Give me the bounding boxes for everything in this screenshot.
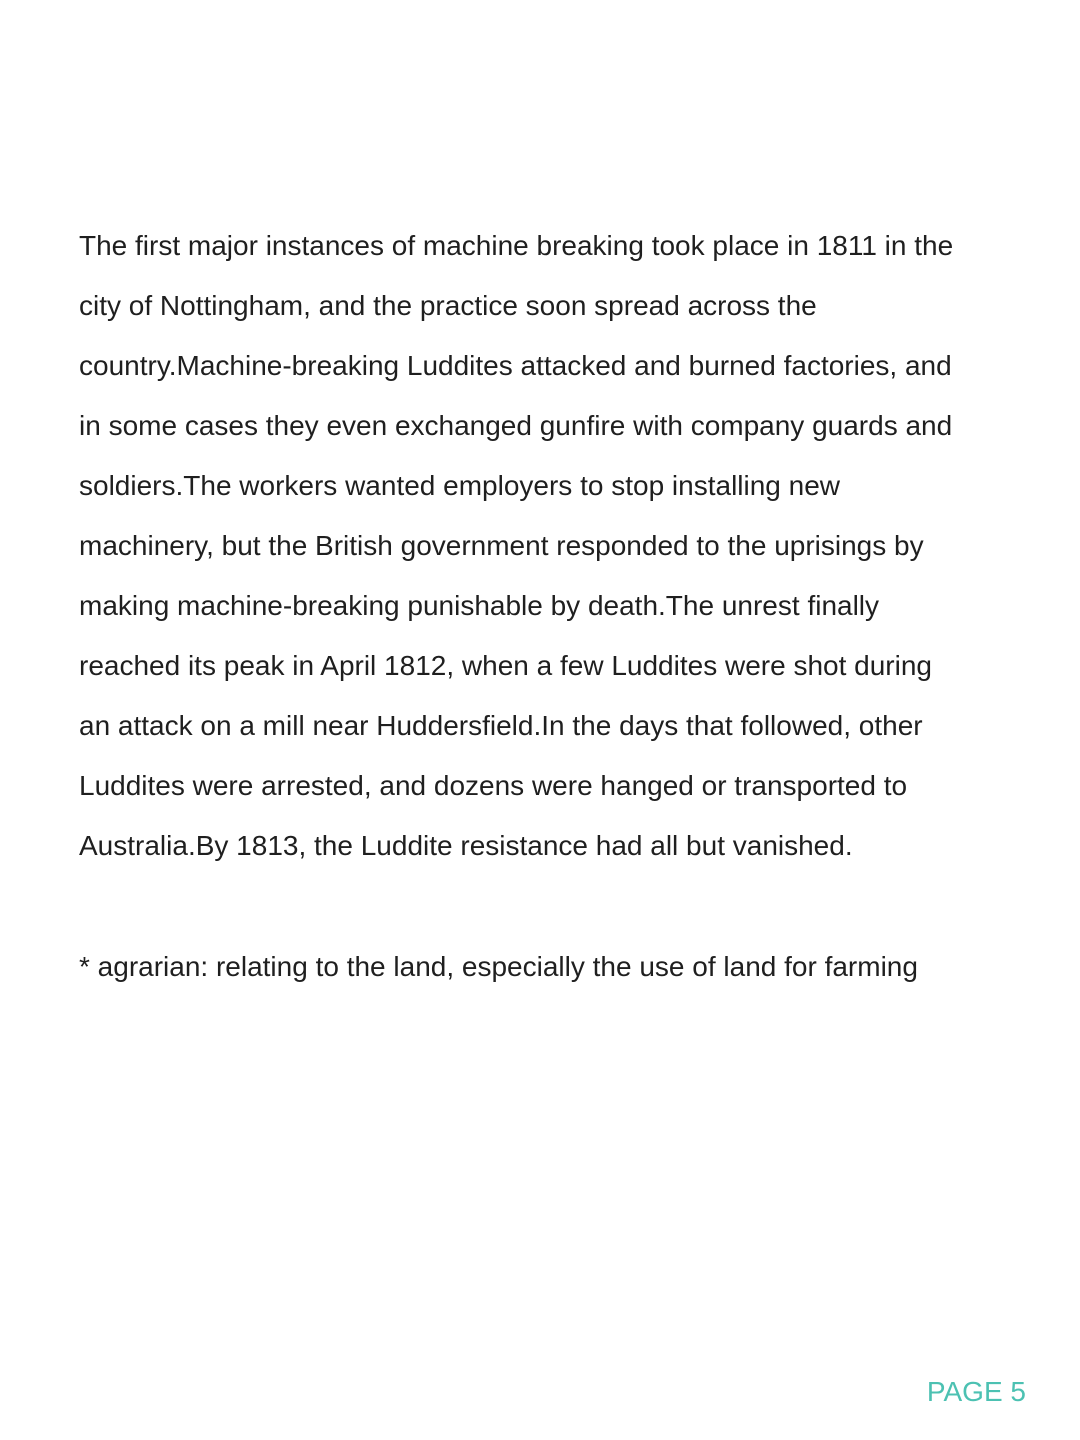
page-number: PAGE 5: [926, 1376, 1026, 1407]
passage-line: in some cases they even exchanged gunfire with company guards and: [79, 410, 953, 441]
passage-line: city of Nottingham, and the practice soon spread across the: [79, 290, 817, 321]
passage-line: country.Machine-breaking Luddites attacked and burned factories, and: [79, 350, 952, 381]
passage-line: The first major instances of machine breaking took place in 1811 in the: [79, 230, 954, 261]
passage-line: Australia.By 1813, the Luddite resistance had all but vanished.: [79, 830, 853, 861]
passage-line: soldiers.The workers wanted employers to stop installing new: [79, 470, 841, 501]
passage-line: Luddites were arrested, and dozens were hanged or transported to: [79, 770, 908, 801]
passage-line: reached its peak in April 1812, when a few Luddites were shot during: [79, 650, 932, 681]
footnote: * agrarian: relating to the land, especially the use of land for farming: [79, 951, 918, 982]
passage-body: [79, 216, 1029, 876]
passage-line: machinery, but the British government responded to the uprisings by: [79, 530, 924, 561]
passage-line: making machine-breaking punishable by death.The unrest finally: [79, 590, 880, 621]
passage-line: an attack on a mill near Huddersfield.In the days that followed, other: [79, 710, 923, 741]
